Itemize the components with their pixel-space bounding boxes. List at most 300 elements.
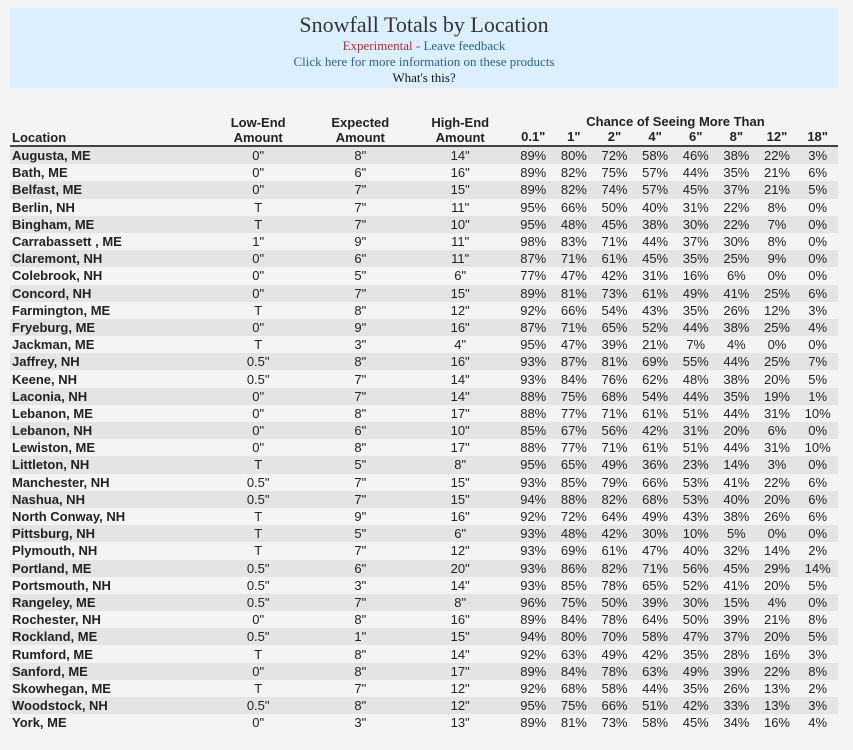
expected-cell: 6": [354, 560, 367, 576]
chance-cell: 42%: [601, 268, 628, 284]
chance-cell: 61%: [601, 543, 628, 559]
page-header: [10, 8, 838, 88]
chance-cell: 93%: [520, 577, 547, 593]
location-cell: Portsmouth, NH: [12, 577, 111, 593]
chance-cell: 1%: [808, 388, 828, 404]
low-end-cell: T: [254, 337, 263, 353]
chance-cell: 81%: [601, 354, 628, 370]
chance-cell: 15%: [723, 594, 750, 610]
chance-cell: 16%: [763, 646, 790, 662]
chance-cell: 48%: [682, 371, 709, 387]
expected-cell: 7": [354, 388, 367, 404]
col-low-end: [203, 114, 313, 146]
chance-cell: 72%: [560, 509, 587, 525]
location-cell: Laconia, NH: [12, 388, 88, 404]
chance-cell: 42%: [682, 698, 709, 714]
location-cell: Jackman, ME: [12, 337, 95, 353]
chance-cell: 37%: [682, 234, 709, 250]
chance-cell: 35%: [723, 388, 750, 404]
col-exp-line1: Expected: [331, 115, 390, 130]
chance-cell: 88%: [560, 491, 587, 507]
chance-cell: 35%: [682, 251, 709, 267]
low-end-cell: T: [254, 199, 263, 215]
low-end-cell: 0.5": [246, 629, 270, 645]
chance-cell: 14%: [763, 543, 790, 559]
chance-cell: 71%: [601, 234, 628, 250]
low-end-cell: 0": [252, 663, 265, 679]
chance-cell: 66%: [642, 474, 669, 490]
chance-cell: 23%: [682, 457, 709, 473]
expected-cell: 8": [354, 663, 367, 679]
experimental-line: [10, 38, 838, 54]
col-threshold: 6": [675, 129, 716, 146]
expected-cell: 6": [354, 251, 367, 267]
table-row: [10, 628, 838, 645]
chance-cell: 56%: [682, 560, 709, 576]
chance-cell: 64%: [642, 612, 669, 628]
low-end-cell: 0.5": [246, 354, 270, 370]
high-end-cell: 11": [451, 251, 470, 267]
high-end-cell: 17": [450, 440, 470, 456]
high-end-cell: 17": [450, 663, 470, 679]
low-end-cell: 0": [252, 405, 265, 421]
chance-cell: 38%: [723, 148, 750, 164]
chance-cell: 84%: [560, 371, 587, 387]
chance-cell: 87%: [520, 251, 547, 267]
expected-cell: 8": [354, 302, 367, 318]
chance-cell: 45%: [682, 715, 709, 731]
chance-cell: 93%: [520, 543, 547, 559]
chance-cell: 12%: [763, 302, 790, 318]
expected-cell: 7": [354, 199, 367, 215]
chance-cell: 49%: [601, 646, 628, 662]
chance-cell: 6%: [808, 165, 828, 181]
table-row: [10, 697, 838, 714]
chance-cell: 8%: [808, 663, 828, 679]
chance-cell: 77%: [560, 405, 587, 421]
chance-cell: 58%: [642, 148, 669, 164]
chance-cell: 37%: [723, 629, 750, 645]
expected-cell: 3": [354, 715, 367, 731]
high-end-cell: 15": [450, 285, 470, 301]
chance-cell: 13%: [763, 680, 790, 696]
chance-cell: 69%: [642, 354, 669, 370]
chance-cell: 81%: [560, 715, 587, 731]
col-threshold: 1": [554, 129, 595, 146]
chance-cell: 72%: [601, 148, 628, 164]
location-cell: Portland, ME: [12, 560, 92, 576]
low-end-cell: T: [254, 646, 263, 662]
expected-cell: 7": [354, 371, 367, 387]
chance-cell: 40%: [723, 491, 750, 507]
chance-cell: 93%: [520, 354, 547, 370]
chance-cell: 31%: [763, 440, 790, 456]
expected-cell: 3": [354, 577, 367, 593]
chance-cell: 95%: [520, 216, 547, 232]
chance-cell: 22%: [723, 199, 750, 215]
table-row: [10, 422, 838, 439]
chance-cell: 81%: [560, 285, 587, 301]
chance-cell: 0%: [808, 251, 828, 267]
table-row: [10, 714, 838, 731]
table-row: [10, 302, 838, 319]
low-end-cell: 0": [252, 182, 265, 198]
chance-cell: 68%: [560, 680, 587, 696]
chance-cell: 22%: [763, 663, 790, 679]
chance-cell: 25%: [723, 251, 750, 267]
high-end-cell: 15": [450, 474, 470, 490]
chance-cell: 25%: [763, 354, 790, 370]
chance-cell: 61%: [601, 251, 628, 267]
chance-cell: 66%: [601, 698, 628, 714]
chance-cell: 38%: [642, 216, 669, 232]
low-end-cell: 0.5": [246, 560, 270, 576]
low-end-cell: 0": [252, 148, 265, 164]
expected-cell: 8": [354, 698, 367, 714]
chance-cell: 83%: [560, 234, 587, 250]
chance-cell: 58%: [642, 629, 669, 645]
chance-cell: 78%: [601, 612, 628, 628]
chance-cell: 96%: [520, 594, 547, 610]
high-end-cell: 14": [450, 646, 470, 662]
chance-cell: 35%: [682, 302, 709, 318]
table-row: [10, 336, 838, 353]
low-end-cell: T: [254, 302, 263, 318]
chance-cell: 47%: [682, 629, 709, 645]
chance-cell: 62%: [642, 371, 669, 387]
chance-cell: 38%: [723, 509, 750, 525]
chance-cell: 33%: [723, 698, 750, 714]
chance-cell: 52%: [642, 319, 669, 335]
chance-cell: 39%: [642, 594, 669, 610]
table-row: [10, 250, 838, 267]
location-cell: Jaffrey, NH: [12, 354, 80, 370]
table-row: [10, 594, 838, 611]
chance-cell: 0%: [767, 337, 787, 353]
chance-cell: 74%: [601, 182, 628, 198]
chance-cell: 3%: [808, 302, 828, 318]
table-row: [10, 663, 838, 680]
chance-cell: 75%: [560, 594, 587, 610]
location-cell: Carrabassett , ME: [12, 234, 122, 250]
chance-cell: 87%: [560, 354, 587, 370]
low-end-cell: 0": [252, 165, 265, 181]
chance-cell: 88%: [520, 440, 547, 456]
location-cell: Littleton, NH: [12, 457, 90, 473]
location-cell: Colebrook, NH: [12, 268, 103, 284]
table-row: [10, 405, 838, 422]
experimental-label: Experimental: [342, 38, 413, 53]
chance-cell: 20%: [763, 577, 790, 593]
high-end-cell: 11": [451, 234, 470, 250]
chance-cell: 5%: [808, 182, 828, 198]
col-high-line2: Amount: [435, 130, 485, 145]
expected-cell: 9": [354, 234, 367, 250]
chance-cell: 22%: [723, 216, 750, 232]
chance-cell: 85%: [560, 577, 587, 593]
high-end-cell: 4": [454, 337, 467, 353]
chance-cell: 16%: [682, 268, 709, 284]
table-row: [10, 285, 838, 302]
low-end-cell: 0": [252, 423, 265, 439]
chance-cell: 0%: [808, 268, 828, 284]
low-end-cell: 0": [252, 388, 265, 404]
chance-cell: 31%: [682, 423, 709, 439]
chance-cell: 5%: [808, 629, 828, 645]
expected-cell: 9": [354, 319, 367, 335]
table-row: [10, 267, 838, 284]
location-cell: Pittsburg, NH: [12, 526, 96, 542]
chance-cell: 52%: [682, 577, 709, 593]
chance-cell: 6%: [808, 474, 828, 490]
chance-cell: 38%: [723, 371, 750, 387]
low-end-cell: T: [254, 526, 263, 542]
whats-this-link[interactable]: What's this?: [392, 70, 456, 85]
high-end-cell: 15": [450, 491, 470, 507]
chance-cell: 51%: [682, 440, 709, 456]
chance-cell: 84%: [560, 663, 587, 679]
col-threshold: 8": [716, 129, 757, 146]
chance-cell: 37%: [723, 182, 750, 198]
high-end-cell: 8": [454, 594, 467, 610]
location-cell: Nashua, NH: [12, 491, 85, 507]
col-high-end: [408, 114, 513, 146]
chance-cell: 5%: [808, 577, 828, 593]
chance-cell: 38%: [723, 319, 750, 335]
chance-cell: 56%: [601, 423, 628, 439]
high-end-cell: 11": [451, 199, 470, 215]
chance-cell: 20%: [763, 491, 790, 507]
chance-cell: 80%: [560, 629, 587, 645]
leave-feedback-link[interactable]: Leave feedback: [423, 38, 506, 53]
chance-cell: 22%: [763, 148, 790, 164]
chance-cell: 82%: [560, 182, 587, 198]
chance-cell: 71%: [601, 405, 628, 421]
low-end-cell: 0.5": [246, 371, 270, 387]
expected-cell: 6": [354, 423, 367, 439]
chance-cell: 73%: [601, 285, 628, 301]
high-end-cell: 12": [450, 543, 470, 559]
chance-cell: 6%: [726, 268, 746, 284]
chance-cell: 95%: [520, 337, 547, 353]
expected-cell: 7": [354, 182, 367, 198]
location-cell: Woodstock, NH: [12, 698, 108, 714]
col-threshold: 4": [635, 129, 676, 146]
expected-cell: 7": [354, 474, 367, 490]
chance-cell: 89%: [520, 285, 547, 301]
chance-cell: 68%: [642, 491, 669, 507]
chance-cell: 98%: [520, 234, 547, 250]
chance-cell: 0%: [808, 423, 828, 439]
chance-cell: 61%: [642, 405, 669, 421]
location-cell: Skowhegan, ME: [12, 680, 111, 696]
chance-cell: 44%: [642, 234, 669, 250]
col-expected: [313, 114, 407, 146]
chance-cell: 46%: [682, 148, 709, 164]
chance-cell: 21%: [763, 612, 790, 628]
chance-cell: 4%: [726, 337, 746, 353]
location-cell: Bingham, ME: [12, 216, 95, 232]
separator: -: [412, 38, 424, 53]
chance-cell: 71%: [560, 251, 587, 267]
chance-cell: 16%: [763, 715, 790, 731]
chance-cell: 0%: [808, 457, 828, 473]
table-row: [10, 439, 838, 456]
chance-cell: 48%: [560, 526, 587, 542]
expected-cell: 3": [354, 337, 367, 353]
expected-cell: 1": [354, 629, 367, 645]
low-end-cell: 0": [252, 612, 265, 628]
location-cell: Lebanon, ME: [12, 405, 93, 421]
chance-cell: 8%: [808, 612, 828, 628]
chance-cell: 89%: [520, 612, 547, 628]
chance-cell: 92%: [520, 509, 547, 525]
location-cell: Bath, ME: [12, 165, 68, 181]
chance-cell: 0%: [767, 268, 787, 284]
chance-cell: 45%: [601, 216, 628, 232]
chance-cell: 88%: [520, 405, 547, 421]
chance-cell: 70%: [601, 629, 628, 645]
chance-cell: 71%: [560, 319, 587, 335]
chance-cell: 49%: [682, 663, 709, 679]
high-end-cell: 10": [450, 216, 470, 232]
chance-cell: 57%: [642, 165, 669, 181]
chance-cell: 0%: [808, 526, 828, 542]
chance-cell: 63%: [642, 663, 669, 679]
low-end-cell: 0.5": [246, 474, 270, 490]
chance-cell: 73%: [601, 715, 628, 731]
chance-cell: 48%: [560, 216, 587, 232]
chance-cell: 28%: [723, 646, 750, 662]
chance-cell: 47%: [642, 543, 669, 559]
chance-cell: 94%: [520, 629, 547, 645]
chance-cell: 14%: [723, 457, 750, 473]
high-end-cell: 14": [450, 388, 470, 404]
chance-cell: 7%: [767, 216, 787, 232]
chance-cell: 93%: [520, 526, 547, 542]
table-row: [10, 233, 838, 250]
high-end-cell: 14": [450, 577, 470, 593]
chance-cell: 82%: [601, 491, 628, 507]
chance-cell: 77%: [560, 440, 587, 456]
low-end-cell: 0": [252, 440, 265, 456]
chance-cell: 5%: [808, 371, 828, 387]
low-end-cell: T: [254, 509, 263, 525]
chance-cell: 35%: [682, 646, 709, 662]
chance-cell: 39%: [601, 337, 628, 353]
table-row: [10, 508, 838, 525]
chance-cell: 89%: [520, 165, 547, 181]
low-end-cell: 0": [252, 268, 265, 284]
chance-cell: 93%: [520, 474, 547, 490]
col-threshold: 18": [797, 129, 838, 146]
table-row: [10, 146, 838, 164]
chance-cell: 44%: [642, 680, 669, 696]
high-end-cell: 8": [454, 457, 467, 473]
chance-cell: 45%: [642, 251, 669, 267]
high-end-cell: 12": [450, 302, 470, 318]
expected-cell: 8": [354, 646, 367, 662]
chance-cell: 54%: [642, 388, 669, 404]
col-threshold: 2": [594, 129, 635, 146]
table-row: [10, 199, 838, 216]
chance-cell: 50%: [682, 612, 709, 628]
col-high-line1: High-End: [431, 115, 490, 130]
chance-cell: 78%: [601, 663, 628, 679]
low-end-cell: 0": [252, 319, 265, 335]
chance-cell: 45%: [682, 182, 709, 198]
chance-cell: 47%: [560, 268, 587, 284]
more-info-link[interactable]: Click here for more information on these products: [293, 54, 555, 69]
col-threshold: 0.1": [513, 129, 554, 146]
chance-cell: 36%: [642, 457, 669, 473]
table-row: [10, 388, 838, 405]
chance-cell: 95%: [520, 457, 547, 473]
chance-cell: 30%: [723, 234, 750, 250]
chance-cell: 20%: [723, 423, 750, 439]
chance-cell: 21%: [642, 337, 669, 353]
expected-cell: 7": [354, 491, 367, 507]
chance-cell: 31%: [682, 199, 709, 215]
chance-cell: 3%: [808, 646, 828, 662]
chance-cell: 2%: [808, 543, 828, 559]
chance-cell: 6%: [767, 423, 787, 439]
table-row: [10, 181, 838, 198]
low-end-cell: 0": [252, 251, 265, 267]
chance-cell: 82%: [601, 560, 628, 576]
expected-cell: 7": [354, 594, 367, 610]
chance-cell: 26%: [723, 680, 750, 696]
chance-cell: 50%: [601, 199, 628, 215]
chance-cell: 29%: [763, 560, 790, 576]
chance-cell: 75%: [560, 698, 587, 714]
chance-cell: 69%: [560, 543, 587, 559]
low-end-cell: T: [254, 457, 263, 473]
chance-cell: 32%: [723, 543, 750, 559]
chance-cell: 3%: [808, 148, 828, 164]
chance-cell: 75%: [560, 388, 587, 404]
high-end-cell: 16": [450, 165, 470, 181]
expected-cell: 7": [354, 216, 367, 232]
chance-cell: 50%: [601, 594, 628, 610]
chance-cell: 31%: [642, 268, 669, 284]
table-row: [10, 216, 838, 233]
location-cell: Plymouth, NH: [12, 543, 98, 559]
table-row: [10, 560, 838, 577]
table-row: [10, 611, 838, 628]
chance-cell: 0%: [808, 199, 828, 215]
header-row-top: [10, 114, 838, 129]
chance-cell: 51%: [642, 698, 669, 714]
high-end-cell: 6": [454, 268, 467, 284]
chance-cell: 35%: [682, 680, 709, 696]
chance-cell: 42%: [601, 526, 628, 542]
chance-cell: 4%: [808, 715, 828, 731]
chance-cell: 19%: [763, 388, 790, 404]
high-end-cell: 17": [450, 405, 470, 421]
high-end-cell: 6": [454, 526, 467, 542]
chance-cell: 0%: [808, 594, 828, 610]
chance-cell: 25%: [763, 285, 790, 301]
chance-cell: 58%: [601, 680, 628, 696]
location-cell: York, ME: [12, 715, 67, 731]
chance-cell: 10%: [804, 440, 831, 456]
chance-cell: 57%: [642, 182, 669, 198]
chance-cell: 89%: [520, 148, 547, 164]
chance-cell: 25%: [763, 319, 790, 335]
expected-cell: 5": [354, 268, 367, 284]
chance-cell: 67%: [560, 423, 587, 439]
